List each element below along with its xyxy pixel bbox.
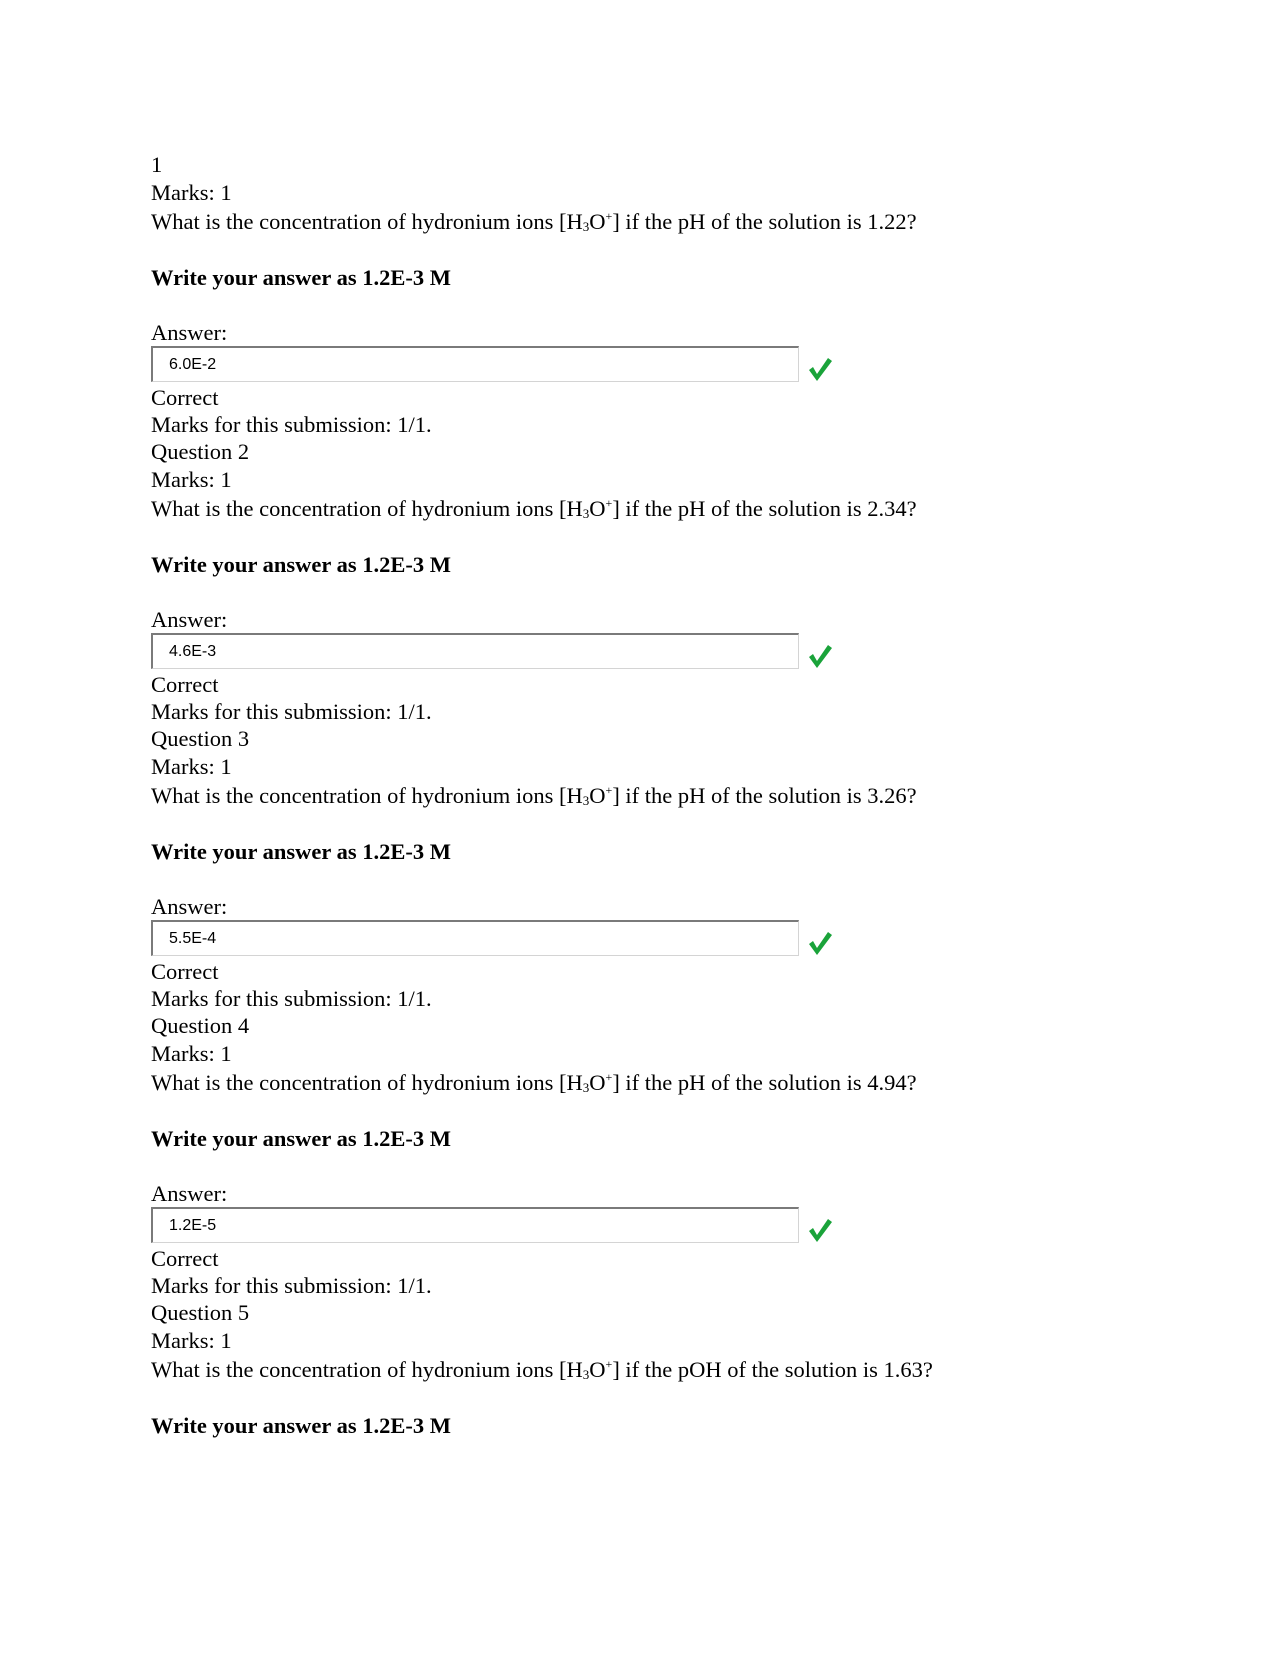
question-text-part: What is the concentration of hydronium ions [H: [151, 1070, 583, 1095]
superscript: +: [605, 496, 613, 510]
question-text-part: What is the concentration of hydronium ions [H: [151, 209, 583, 234]
submission-marks: Marks for this submission: 1/1.: [151, 986, 432, 1011]
question-block-3: [151, 725, 1111, 1012]
question-block-5: [151, 1299, 1111, 1440]
subscript: 3: [582, 219, 590, 234]
question-marks: Marks: 1: [151, 180, 232, 205]
answer-label: Answer:: [151, 320, 228, 345]
question-number: Question 5: [151, 1300, 250, 1325]
question-text: [151, 1068, 1111, 1097]
answer-instruction: Write your answer as 1.2E-3 M: [151, 1126, 451, 1151]
question-text-part: ] if the pH of the solution is 2.34?: [612, 496, 917, 521]
answer-input[interactable]: [151, 346, 799, 382]
subscript: 3: [582, 1080, 590, 1095]
question-text: [151, 781, 1111, 810]
answer-status: Correct: [151, 385, 219, 410]
question-block-4: [151, 1012, 1111, 1299]
submission-marks: Marks for this submission: 1/1.: [151, 1273, 432, 1298]
answer-label: Answer:: [151, 1181, 228, 1206]
answer-instruction: Write your answer as 1.2E-3 M: [151, 265, 451, 290]
question-marks: Marks: 1: [151, 754, 232, 779]
question-marks: Marks: 1: [151, 1328, 232, 1353]
question-text-part: ] if the pH of the solution is 4.94?: [612, 1070, 917, 1095]
question-text-part: What is the concentration of hydronium ions [H: [151, 496, 583, 521]
submission-marks: Marks for this submission: 1/1.: [151, 412, 432, 437]
question-number: Question 3: [151, 726, 250, 751]
answer-label: Answer:: [151, 894, 228, 919]
question-text-part: O: [589, 1357, 606, 1382]
checkmark-icon: [806, 929, 834, 957]
question-text-part: ] if the pOH of the solution is 1.63?: [612, 1357, 933, 1382]
checkmark-icon: [806, 1216, 834, 1244]
answer-status: Correct: [151, 672, 219, 697]
answer-status: Correct: [151, 959, 219, 984]
answer-input[interactable]: [151, 633, 799, 669]
question-text-part: O: [589, 783, 606, 808]
question-text: [151, 1355, 1111, 1384]
answer-row: [151, 1207, 1111, 1245]
answer-label: Answer:: [151, 607, 228, 632]
question-text: [151, 207, 1111, 236]
question-text-part: O: [589, 209, 606, 234]
question-number: Question 4: [151, 1013, 250, 1038]
question-text-part: O: [589, 1070, 606, 1095]
submission-marks: Marks for this submission: 1/1.: [151, 699, 432, 724]
answer-instruction: Write your answer as 1.2E-3 M: [151, 1413, 451, 1438]
question-marks: Marks: 1: [151, 1041, 232, 1066]
subscript: 3: [582, 1367, 590, 1382]
question-text-part: ] if the pH of the solution is 3.26?: [612, 783, 917, 808]
question-number: 1: [151, 152, 163, 177]
superscript: +: [605, 783, 613, 797]
question-block-2: [151, 438, 1111, 725]
answer-input[interactable]: [151, 920, 799, 956]
superscript: +: [605, 209, 613, 223]
quiz-review-page: [151, 151, 1111, 1440]
question-text: [151, 494, 1111, 523]
checkmark-icon: [806, 642, 834, 670]
superscript: +: [605, 1357, 613, 1371]
question-marks: Marks: 1: [151, 467, 232, 492]
subscript: 3: [582, 793, 590, 808]
answer-row: [151, 920, 1111, 958]
answer-input[interactable]: [151, 1207, 799, 1243]
question-number: Question 2: [151, 439, 250, 464]
question-text-part: O: [589, 496, 606, 521]
superscript: +: [605, 1070, 613, 1084]
question-text-part: What is the concentration of hydronium ions [H: [151, 1357, 583, 1382]
answer-status: Correct: [151, 1246, 219, 1271]
answer-row: [151, 633, 1111, 671]
question-block-1: [151, 151, 1111, 438]
answer-row: [151, 346, 1111, 384]
subscript: 3: [582, 506, 590, 521]
answer-instruction: Write your answer as 1.2E-3 M: [151, 552, 451, 577]
question-text-part: What is the concentration of hydronium ions [H: [151, 783, 583, 808]
checkmark-icon: [806, 355, 834, 383]
question-text-part: ] if the pH of the solution is 1.22?: [612, 209, 917, 234]
answer-instruction: Write your answer as 1.2E-3 M: [151, 839, 451, 864]
